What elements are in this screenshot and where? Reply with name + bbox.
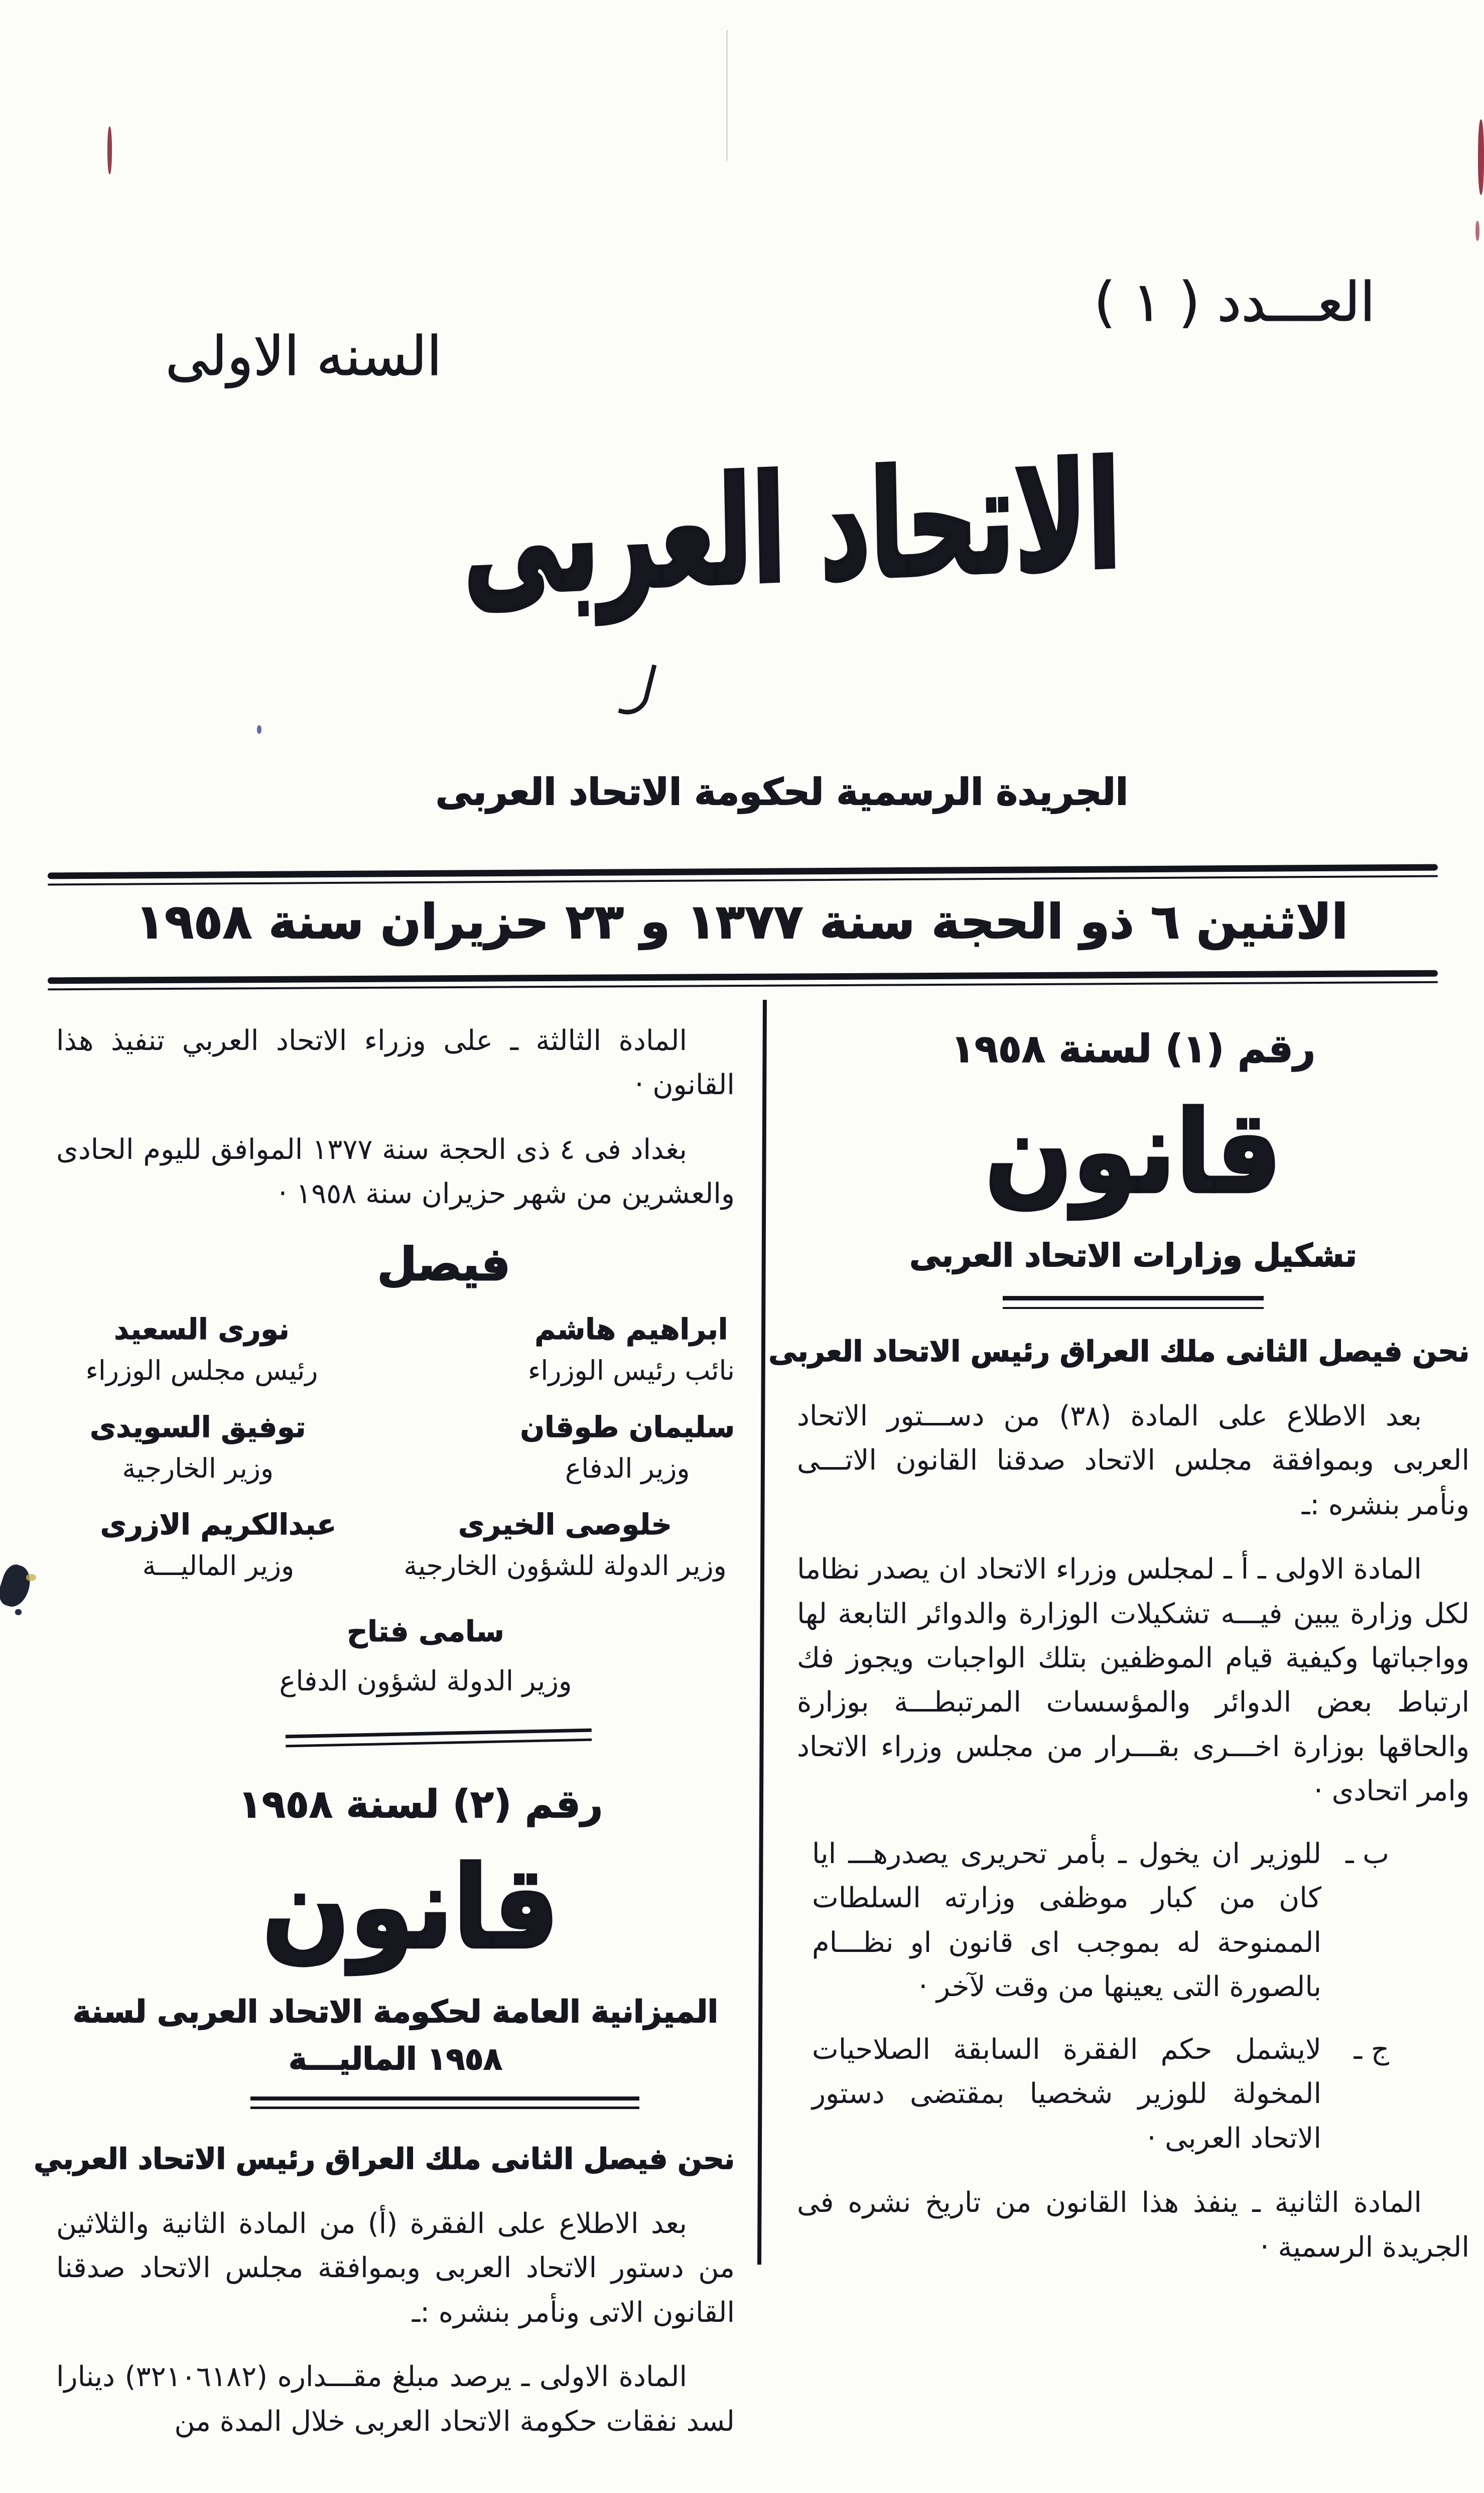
header-top-rule [48, 864, 1438, 886]
law2-subject-heading [56, 1989, 735, 2083]
margin-ink-blot-dot [15, 1609, 22, 1615]
law1-royal-preamble-heading: نحن فيصل الثانى ملك العراق رئيس الاتحاد العربى [768, 1335, 1469, 1368]
gazette-subtitle: الجريدة الرسمية لحكومة الاتحاد العربى [436, 771, 1128, 814]
red-ink-speck [107, 126, 112, 174]
blue-ink-speck [257, 725, 261, 734]
signatory-title: وزير الدولة لشؤون الدفاع [279, 1664, 572, 1697]
issue-date-line: الاثنين ٦ ذو الحجة سنة ١٣٧٧ و ٢٣ حزيران سنة ١٩٥٨ [136, 894, 1348, 950]
section-separator-rule [286, 1729, 592, 1748]
signatory-nuri-alsaid [56, 1311, 362, 1390]
law1-subject-heading: تشكيل وزارات الاتحاد العربى [909, 1237, 1357, 1274]
signatory-name: خلوصى الخيرى [458, 1508, 672, 1542]
signatory-sami-fattah [56, 1609, 735, 1703]
clause-c-text: لايشمل حكم الفقرة السابقة الصلاحيات المخولة للوزير شخصيا بمقتضى دستور الاتحاد العربى · [812, 2033, 1321, 2155]
law2-number-heading: رقم (٢) لسنة ١٩٥٨ [238, 1782, 603, 1827]
signature-row-2 [56, 1409, 735, 1488]
law1-number-heading: رقم (١) لسنة ١٩٥٨ [951, 1027, 1316, 1072]
law1-clause-b [812, 1832, 1389, 2010]
red-ink-speck [1478, 119, 1484, 195]
signatory-title: نائب رئيس الوزراء [527, 1355, 735, 1387]
signatory-title: وزير الدفاع [565, 1452, 690, 1484]
law1-preamble-paragraph: بعد الاطلاع على المادة (٣٨) من دســـتور الاتحاد العربى وبموافقة مجلس الاتحاد صدقنا القانون الاتـــى ونأمر بنشره :ـ [797, 1399, 1469, 1521]
law1-article-1-paragraph: المادة الاولى ـ أ ـ لمجلس وزراء الاتحاد ان يصدر نظاما لكل وزارة يبين فيـــه تشكيلات الوزارة والدوائر التابعة لها وواجباتها وكيفية قيام الموظفين بتلك الواجبات ويجوز فك ارتباط بعض الدوائر والمؤسسات المرتبطـــة بوزارة والحاقها بوزارة اخـــرى بقـــرار من مجلس وزراء الاتحاد وامر اتحادى · [797, 1553, 1469, 1808]
law1-subject-underline [1003, 1296, 1264, 1309]
signatory-name: توفيق السويدى [90, 1410, 306, 1444]
law1-title-heading: قانون [985, 1087, 1282, 1219]
signatory-title: رئيس مجلس الوزراء [85, 1355, 318, 1387]
signature-row-1 [56, 1311, 735, 1390]
signatory-abdulkarim-alazri [56, 1506, 395, 1586]
calligrapher-mark-decoration [624, 662, 650, 717]
issue-number-label: العـــدد ( ١ ) [1094, 271, 1375, 334]
right-column-law1 [768, 1019, 1469, 2270]
header-bottom-rule [48, 970, 1438, 991]
law2-article-1-paragraph: المادة الاولى ـ يرصد مبلغ مقـــداره (٣٢١٠٦١٨٢) دينارا لسد نفقات حكومة الاتحاد العربى خلال المدة من [56, 2360, 735, 2438]
clause-c-label: ج ـ [1354, 2033, 1389, 2066]
scan-scratch-line [726, 30, 728, 161]
signatory-name: سامى فتاح [347, 1615, 504, 1648]
signatory-name: ابراهيم هاشم [534, 1313, 728, 1347]
signatory-name: عبدالكريم الازرى [100, 1508, 337, 1542]
law2-preamble-paragraph: بعد الاطلاع على الفقرة (أ) من المادة الثانية والثلاثين من دستور الاتحاد العربى وبموافقة مجلس الاتحاد صدقنا القانون الاتى ونأمر بنشره :ـ [56, 2207, 735, 2329]
signatory-title: وزير الدولة للشؤون الخارجية [403, 1550, 727, 1582]
margin-ink-blot-tinge [26, 1574, 36, 1581]
royal-signature-faisal: فيصل [377, 1238, 510, 1291]
law2-subject-underline [250, 2096, 639, 2109]
law1-article-3-paragraph: المادة الثالثة ـ على وزراء الاتحاد العربي تنفيذ هذا القانون · [56, 1024, 735, 1102]
law2-subject-line2: ١٩٥٨ الماليـــة [289, 2041, 502, 2077]
law1-promulgation-paragraph: بغداد فى ٤ ذى الحجة سنة ١٣٧٧ الموافق لليوم الحادى والعشرين من شهر حزيران سنة ١٩٥٨ · [56, 1133, 735, 1211]
clause-b-text: للوزير ان يخول ـ بأمر تحريرى يصدرهـــ ايا كان من كبار موظفى وزارته السلطات الممنوحة له بموجب اى قانون او نظـــام بالصورة التى يعينها من وقت لآخر · [812, 1837, 1321, 2004]
law1-clause-c [812, 2028, 1389, 2161]
signatory-title: وزير الخارجية [122, 1452, 274, 1484]
clause-b-label: ب ـ [1345, 1837, 1389, 1870]
signatory-tawfiq-alsuwaidi [56, 1409, 355, 1488]
signatory-name: سليمان طوقان [520, 1410, 735, 1444]
masthead-title: الاتحاد العربى [461, 430, 1123, 629]
law2-royal-preamble-heading: نحن فيصل الثانى ملك العراق رئيس الاتحاد العربي [34, 2142, 735, 2176]
signatory-khulusi-alkhairi [395, 1506, 735, 1586]
signatory-title: وزير الماليـــة [142, 1550, 295, 1582]
signatory-suleiman-touqan [355, 1409, 735, 1488]
column-divider-rule [757, 1000, 767, 2265]
margin-ink-blot [0, 1561, 35, 1610]
signatory-name: نورى السعيد [114, 1313, 290, 1347]
publication-year-label: السنه الاولى [165, 325, 442, 388]
left-column-law1-end-law2 [34, 1019, 735, 2444]
law2-title-heading: قانون [262, 1843, 559, 1975]
signature-row-3 [56, 1506, 735, 1586]
red-ink-speck [1475, 221, 1479, 241]
law2-subject-line1: الميزانية العامة لحكومة الاتحاد العربى لسنة [73, 1994, 718, 2030]
signatory-ibrahim-hashem [362, 1311, 735, 1390]
law1-article-2-paragraph: المادة الثانية ـ ينفذ هذا القانون من تاريخ نشره فى الجريدة الرسمية · [797, 2186, 1469, 2264]
